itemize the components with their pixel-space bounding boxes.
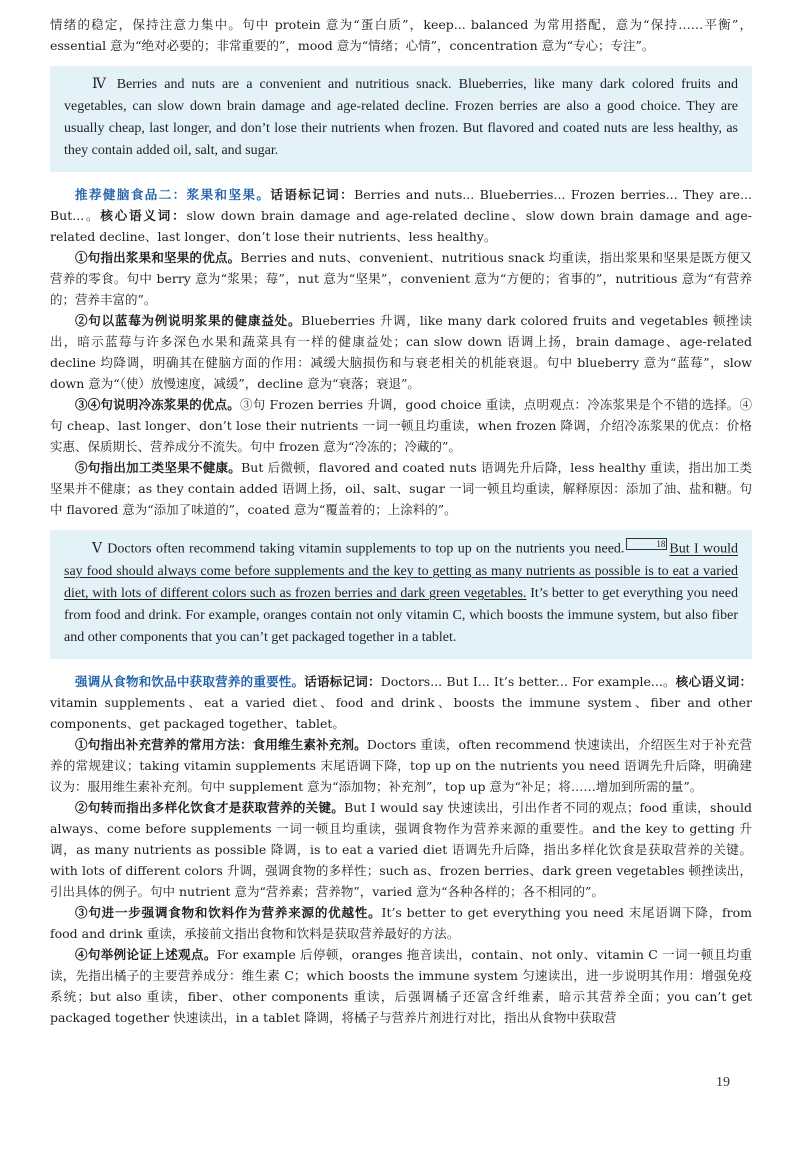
section-5-point-3	[50, 902, 752, 944]
point-heading: ②句以蓝莓为例说明浆果的健康益处。	[75, 313, 302, 328]
section-5-heading: 强调从食物和饮品中获取营养的重要性。	[75, 673, 305, 689]
page-number: 19	[716, 1075, 730, 1090]
point-heading: ①句指出补充营养的常用方法：食用维生素补充剂。	[75, 736, 367, 752]
point-heading: ②句转而指出多样化饮食才是获取营养的关键。	[75, 799, 345, 815]
point-text: Berries and nuts、convenient、nutritious snack 均重读，指出浆果和坚果是既方便又营养的零食。句中 berry 意为“浆果；莓”，nut 意为“坚果”，convenient 意为“方便的；省事的”，nutritious 意为“有营养的；营养丰富的”。	[50, 250, 752, 307]
section-4-point-1	[50, 247, 752, 310]
point-heading: ④句举例论证上述观点。	[75, 946, 217, 962]
point-text: ③句 Frozen berries 升调，good choice 重读，点明观点：冷冻浆果是个不错的选择。④句 cheap、last longer、don’t lose their nutrients 一词一顿且均重读，when frozen 降调，介绍冷冻浆果的优点：价格实惠、保质期长、营养成分不流失。句中 frozen 意为“冷冻的；冷藏的”。	[50, 397, 752, 454]
point-text: But 后微顿，flavored and coated nuts 语调先升后降，less healthy 重读，指出加工类坚果并不健康；as they contain added 语调上扬，oil、salt、sugar 一词一顿且均重读，解释原因：添加了油、盐和糖。句中 flavored 意为“添加了味道的”，coated 意为“覆盖着的；上涂料的”。	[50, 460, 752, 517]
point-text: But I would say 快速读出，引出作者不同的观点；food 重读，should always、come before supplements 一词一顿且均重读，强调食物作为营养来源的重要性。and the key to getting 升调，as many nutrients as possible 降调，is to eat a varied diet 语调先升后降，指出多样化饮食是获取营养的关键。with lots of different colors 升调，强调食物的多样性；such as、frozen berries、dark green vegetables 顿挫读出，引出具体的例子。句中 nutrient 意为“营养素；营养物”，varied 意为“各种各样的；各不相同的”。	[50, 799, 752, 899]
section-4-markers-label: 话语标记词：	[270, 187, 355, 202]
section-4-core-label: 核心语义词：	[100, 208, 187, 223]
passage-5-pre: Ⅴ Doctors often recommend taking vitamin supplements to top up on the nutrients you need.	[92, 541, 625, 557]
point-text: Blueberries 升调，like many dark colored fruits and vegetables 顿挫读出，暗示蓝莓与许多深色水果和蔬菜具有一样的健康益处；can slow down 语调上扬，brain damage、age-related decline 均降调，明确其在健脑方面的作用：减缓大脑损伤和与衰老相关的机能衰退。句中 blueberry 意为“蓝莓”，slow down 意为“（使）放慢速度，减缓”，decline 意为“衰落；衰退”。	[50, 313, 752, 391]
point-heading: ①句指出浆果和坚果的优点。	[75, 250, 241, 265]
section-5-point-2	[50, 797, 752, 902]
section-4-core: slow down brain damage and age-related decline、slow down brain damage and age-related decline、last longer、don’t lose their nutrients、less healthy。	[50, 208, 752, 244]
page-content	[50, 14, 752, 1028]
section-4-intro	[50, 184, 752, 247]
section-5-core-label: 核心语义词：	[675, 673, 752, 689]
point-heading: ③句进一步强调食物和饮料作为营养来源的优越性。	[75, 904, 382, 920]
point-text: For example 后停顿，oranges 拖音读出，contain、not only、vitamin C 一词一顿且均重读，先指出橘子的主要营养成分：维生素 C；which boosts the immune system 匀速读出，进一步说明其作用：增强免疫系统；but also 重读，fiber、other components 重读，后强调橘子还富含纤维素，暗示其营养全面；you can’t get packaged together 快速读出，in a tablet 降调，将橘子与营养片剂进行对比，指出从食物中获取营	[50, 946, 752, 1025]
section-5-point-1	[50, 734, 752, 797]
point-heading: ③④句说明冷冻浆果的优点。	[75, 397, 240, 412]
passage-5-underlined: But I would say food should always come before supplements and the key to getting as many nutrients as possible is to eat a varied diet, with lots of different colors such as frozen berries and dark green vegetables.	[64, 541, 738, 601]
section-5-point-4	[50, 944, 752, 1028]
passage-5-post: It’s better to get everything you need from food and drink. For example, oranges contain not only vitamin C, which boosts the immune system, but also fiber and other components that you can’t get packaged together in a tablet.	[64, 585, 738, 645]
section-4-heading: 推荐健脑食品二：浆果和坚果。	[75, 187, 271, 202]
section-4-point-2	[50, 310, 752, 394]
footnote-marker: 18	[626, 538, 667, 550]
point-heading: ⑤句指出加工类坚果不健康。	[75, 460, 242, 475]
section-4-markers: Berries and nuts... Blueberries... Frozen berries... They are... But...。	[50, 187, 752, 223]
section-5-markers: Doctors... But I... It’s better... For example...。	[380, 673, 676, 689]
section-5-markers-label: 话语标记词：	[304, 673, 381, 689]
section-5-core: vitamin supplements、eat a varied diet、food and drink、boosts the immune system、fiber and other components、get packaged together、tablet。	[50, 694, 752, 731]
passage-box-4	[50, 66, 752, 172]
point-text: It’s better to get everything you need 末尾语调下降，from food and drink 重读，承接前文指出食物和饮料是获取营养最好的方法。	[50, 904, 752, 941]
section-4-point-3	[50, 394, 752, 457]
passage-4-text: Ⅳ Berries and nuts are a convenient and nutritious snack. Blueberries, like many dark colored fruits and vegetables, can slow down brain damage and age-related decline. Frozen berries are also a good choice. They are usually cheap, last longer, and don’t lose their nutrients when frozen. But flavored and coated nuts are less healthy, as they contain added oil, salt, and sugar.	[64, 77, 738, 158]
section-4-point-4	[50, 457, 752, 520]
section-5-intro	[50, 671, 752, 734]
passage-box-5	[50, 530, 752, 659]
passage-5-text	[64, 538, 738, 649]
intro-paragraph: 情绪的稳定，保持注意力集中。句中 protein 意为“蛋白质”，keep... balanced 为常用搭配，意为“保持……平衡”，essential 意为“绝对必要的；非常重要的”，mood 意为“情绪；心情”，concentration 意为“专心；专注”。	[50, 17, 752, 53]
point-text: Doctors 重读，often recommend 快速读出，介绍医生对于补充营养的常规建议；taking vitamin supplements 末尾语调下降，top up on the nutrients you need 语调先升后降，明确建议为：服用维生素补充剂。句中 supplement 意为“添加物；补充剂”，top up 意为“补足；将……增加到所需的量”。	[50, 736, 752, 794]
